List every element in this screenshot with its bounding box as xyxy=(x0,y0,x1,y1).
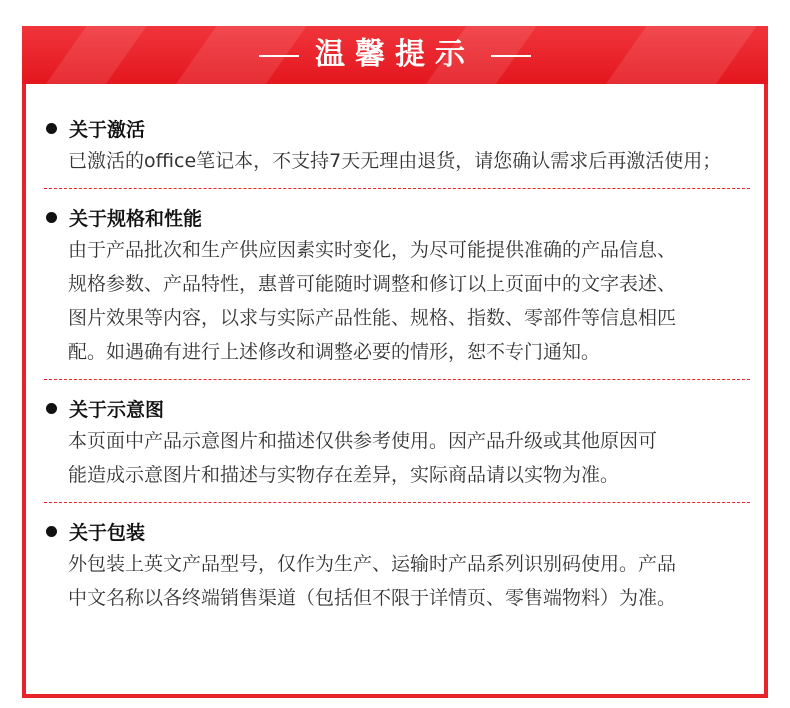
bullet-icon xyxy=(46,123,57,134)
section-line: 外包装上英文产品型号，仅作为生产、运输时产品系列识别码使用。产品 xyxy=(68,553,677,575)
section-line: 已激活的office笔记本，不支持7天无理由退货，请您确认需求后再激活使用； xyxy=(68,150,722,172)
title-right-dash xyxy=(491,55,531,57)
section-line: 能造成示意图片和描述与实物存在差异，实际商品请以实物为准。 xyxy=(68,464,620,486)
section-activation xyxy=(44,112,750,178)
section-title: 关于包装 xyxy=(69,521,146,544)
dashed-divider xyxy=(44,188,750,189)
section-body xyxy=(68,547,750,615)
section-line: 配。如遇确有进行上述修改和调整必要的情形，恕不专门通知。 xyxy=(68,341,601,363)
dashed-divider xyxy=(44,379,750,380)
section-line: 图片效果等内容，以求与实际产品性能、规格、指数、零部件等信息相匹 xyxy=(68,307,677,329)
section-heading xyxy=(44,515,750,547)
bullet-icon xyxy=(46,212,57,223)
bullet-icon xyxy=(46,526,57,537)
section-packaging xyxy=(44,515,750,615)
bullet-icon xyxy=(46,403,57,414)
section-line: 本页面中产品示意图片和描述仅供参考使用。因产品升级或其他原因可 xyxy=(68,430,658,452)
section-body xyxy=(68,144,750,178)
section-title: 关于规格和性能 xyxy=(69,207,203,230)
dashed-divider xyxy=(44,502,750,503)
section-line: 中文名称以各终端销售渠道（包括但不限于详情页、零售端物料）为准。 xyxy=(68,587,677,609)
section-title: 关于示意图 xyxy=(69,398,165,421)
banner-title xyxy=(22,26,768,84)
section-body xyxy=(68,424,750,492)
section-title: 关于激活 xyxy=(69,118,146,141)
notice-content xyxy=(44,112,750,615)
title-left-dash xyxy=(259,55,299,57)
section-heading xyxy=(44,201,750,233)
section-line: 规格参数、产品特性，惠普可能随时调整和修订以上页面中的文字表述、 xyxy=(68,273,677,295)
section-illustration xyxy=(44,392,750,492)
banner-title-text: 温馨提示 xyxy=(315,37,475,72)
section-heading xyxy=(44,392,750,424)
section-line: 由于产品批次和生产供应因素实时变化，为尽可能提供准确的产品信息、 xyxy=(68,239,677,261)
notice-banner xyxy=(22,26,768,84)
section-specs xyxy=(44,201,750,369)
section-body xyxy=(68,233,750,369)
section-heading xyxy=(44,112,750,144)
